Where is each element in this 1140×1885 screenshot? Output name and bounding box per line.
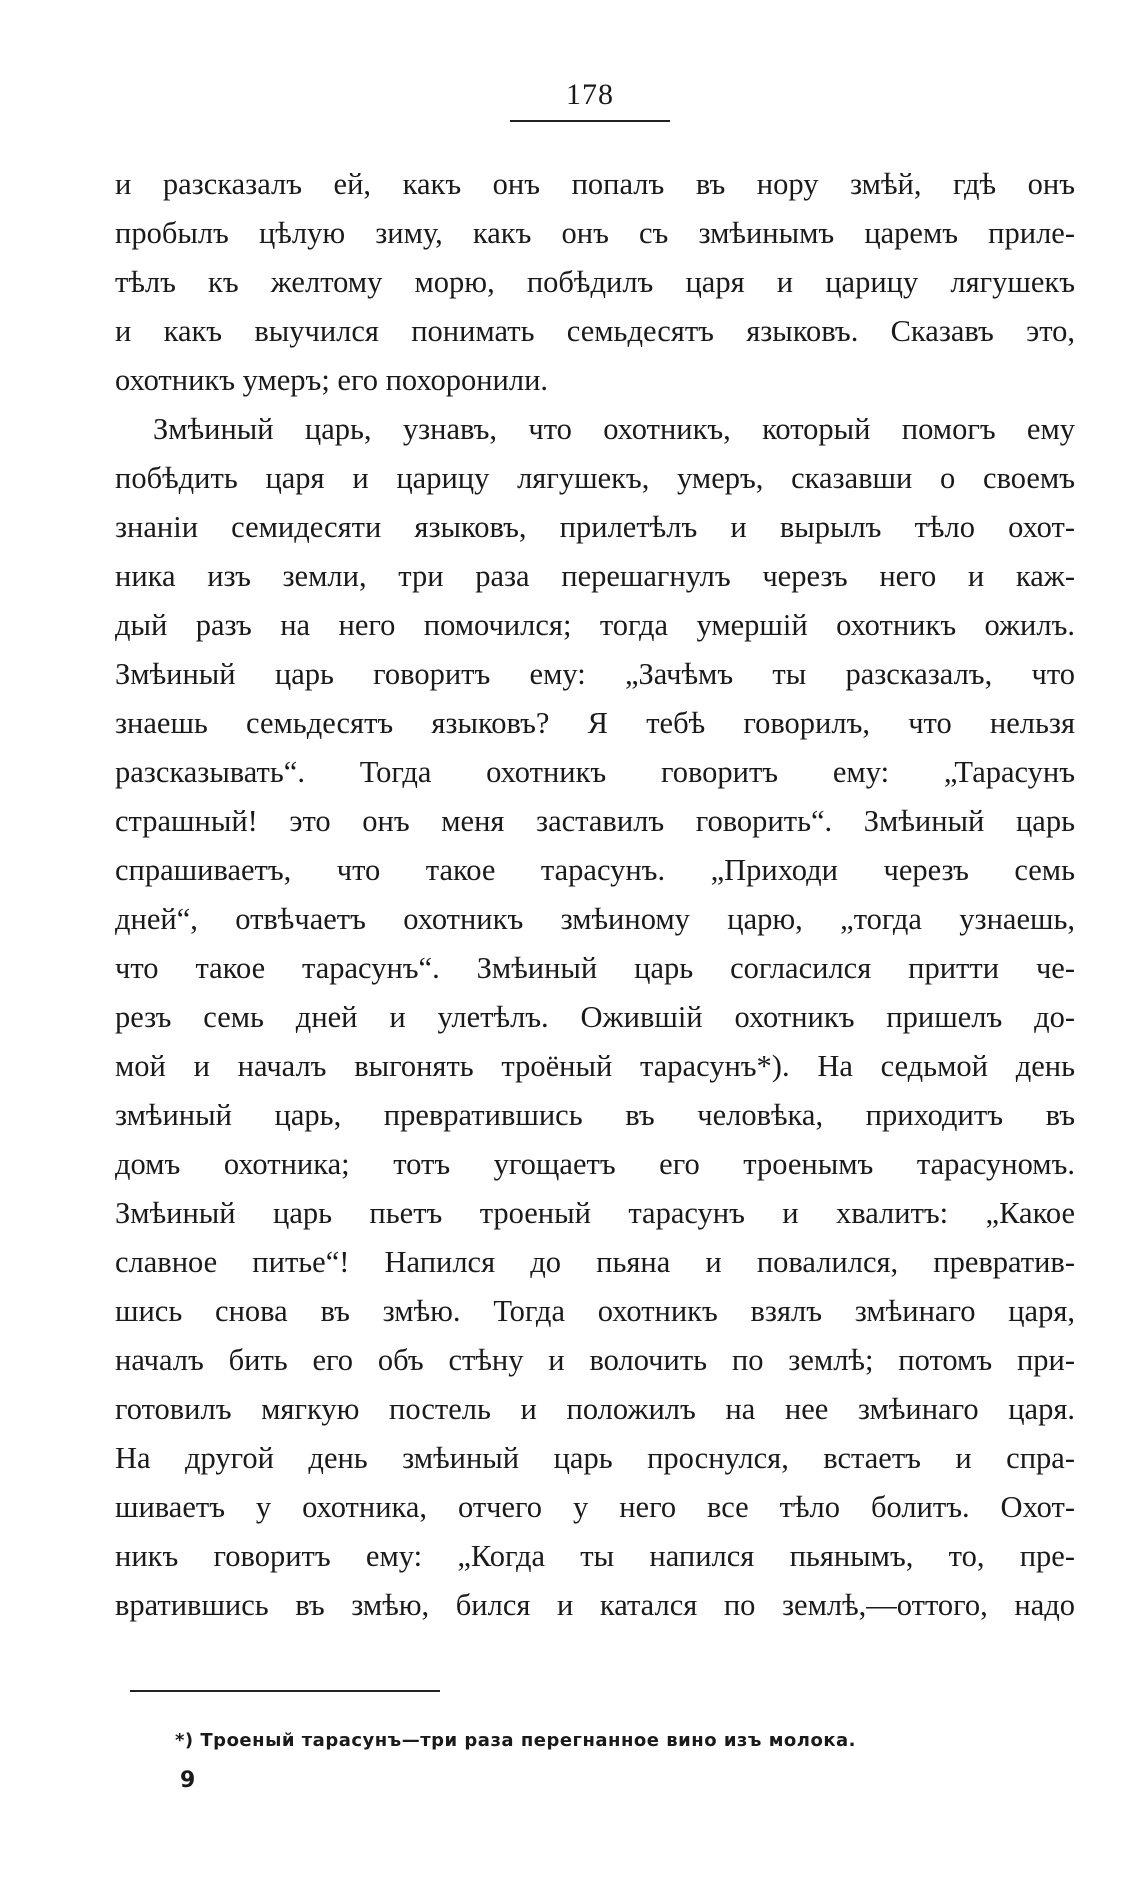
text-line: спрашиваетъ, что такое тарасунъ. „Приходи черезъ семь <box>115 853 1075 887</box>
text-line: пробылъ цѣлую зиму, какъ онъ съ змѣинымъ царемъ приле- <box>115 216 1075 250</box>
text-line: и какъ выучился понимать семьдесятъ языковъ. Сказавъ это, <box>115 314 1075 348</box>
page-number: 178 <box>566 78 614 111</box>
text-line: шись снова въ змѣю. Тогда охотникъ взялъ змѣинаго царя, <box>115 1294 1075 1328</box>
text-line: ника изъ земли, три раза перешагнулъ черезъ него и каж- <box>115 559 1075 593</box>
text-line: Змѣиный царь, узнавъ, что охотникъ, который помогъ ему <box>153 412 1075 446</box>
text-line: началъ бить его объ стѣну и волочить по землѣ; потомъ при- <box>115 1343 1075 1377</box>
text-line: славное питье“! Напился до пьяна и повалился, превратив- <box>115 1245 1075 1279</box>
text-line: никъ говоритъ ему: „Когда ты напился пьянымъ, то, пре- <box>115 1539 1075 1573</box>
text-line: и разсказалъ ей, какъ онъ попалъ въ нору змѣй, гдѣ онъ <box>115 167 1075 201</box>
text-line: знаніи семидесяти языковъ, прилетѣлъ и вырылъ тѣло охот- <box>115 510 1075 544</box>
text-line: знаешь семьдесятъ языковъ? Я тебѣ говорилъ, что нельзя <box>115 706 1075 740</box>
footnote-separator <box>130 1690 440 1692</box>
text-line: что такое тарасунъ“. Змѣиный царь согласился притти че- <box>115 951 1075 985</box>
text-line: Змѣиный царь пьетъ троеный тарасунъ и хвалитъ: „Какое <box>115 1196 1075 1230</box>
text-line: побѣдить царя и царицу лягушекъ, умеръ, сказавши о своемъ <box>115 461 1075 495</box>
text-line: змѣиный царь, превратившись въ человѣка, приходитъ въ <box>115 1098 1075 1132</box>
text-line: тѣлъ къ желтому морю, побѣдилъ царя и царицу лягушекъ <box>115 265 1075 299</box>
text-line: Змѣиный царь говоритъ ему: „Зачѣмъ ты разсказалъ, что <box>115 657 1075 691</box>
signature-mark: 9 <box>180 1768 196 1793</box>
text-line: шиваетъ у охотника, отчего у него все тѣло болитъ. Охот- <box>115 1490 1075 1524</box>
page-number-underline <box>510 120 670 122</box>
text-line: дый разъ на него помочился; тогда умершій охотникъ ожилъ. <box>115 608 1075 642</box>
text-line: мой и началъ выгонять троёный тарасунъ*). На седьмой день <box>115 1049 1075 1083</box>
text-line: На другой день змѣиный царь проснулся, встаетъ и спра- <box>115 1441 1075 1475</box>
text-line: готовилъ мягкую постель и положилъ на нее змѣинаго царя. <box>115 1392 1075 1426</box>
text-line: разсказывать“. Тогда охотникъ говоритъ ему: „Тарасунъ <box>115 755 1075 789</box>
text-line: резъ семь дней и улетѣлъ. Ожившій охотникъ пришелъ до- <box>115 1000 1075 1034</box>
text-line: страшный! это онъ меня заставилъ говорить“. Змѣиный царь <box>115 804 1075 838</box>
footnote: *) Троеный тарасунъ—три раза перегнанное вино изъ молока. <box>175 1730 857 1751</box>
text-line: вратившись въ змѣю, бился и катался по землѣ,—оттого, надо <box>115 1588 1075 1622</box>
text-line: дней“, отвѣчаетъ охотникъ змѣиному царю, „тогда узнаешь, <box>115 902 1075 936</box>
body-text <box>115 160 1075 1630</box>
text-line: охотникъ умеръ; его похоронили. <box>115 363 549 397</box>
text-line: домъ охотника; тотъ угощаетъ его троенымъ тарасуномъ. <box>115 1147 1075 1181</box>
